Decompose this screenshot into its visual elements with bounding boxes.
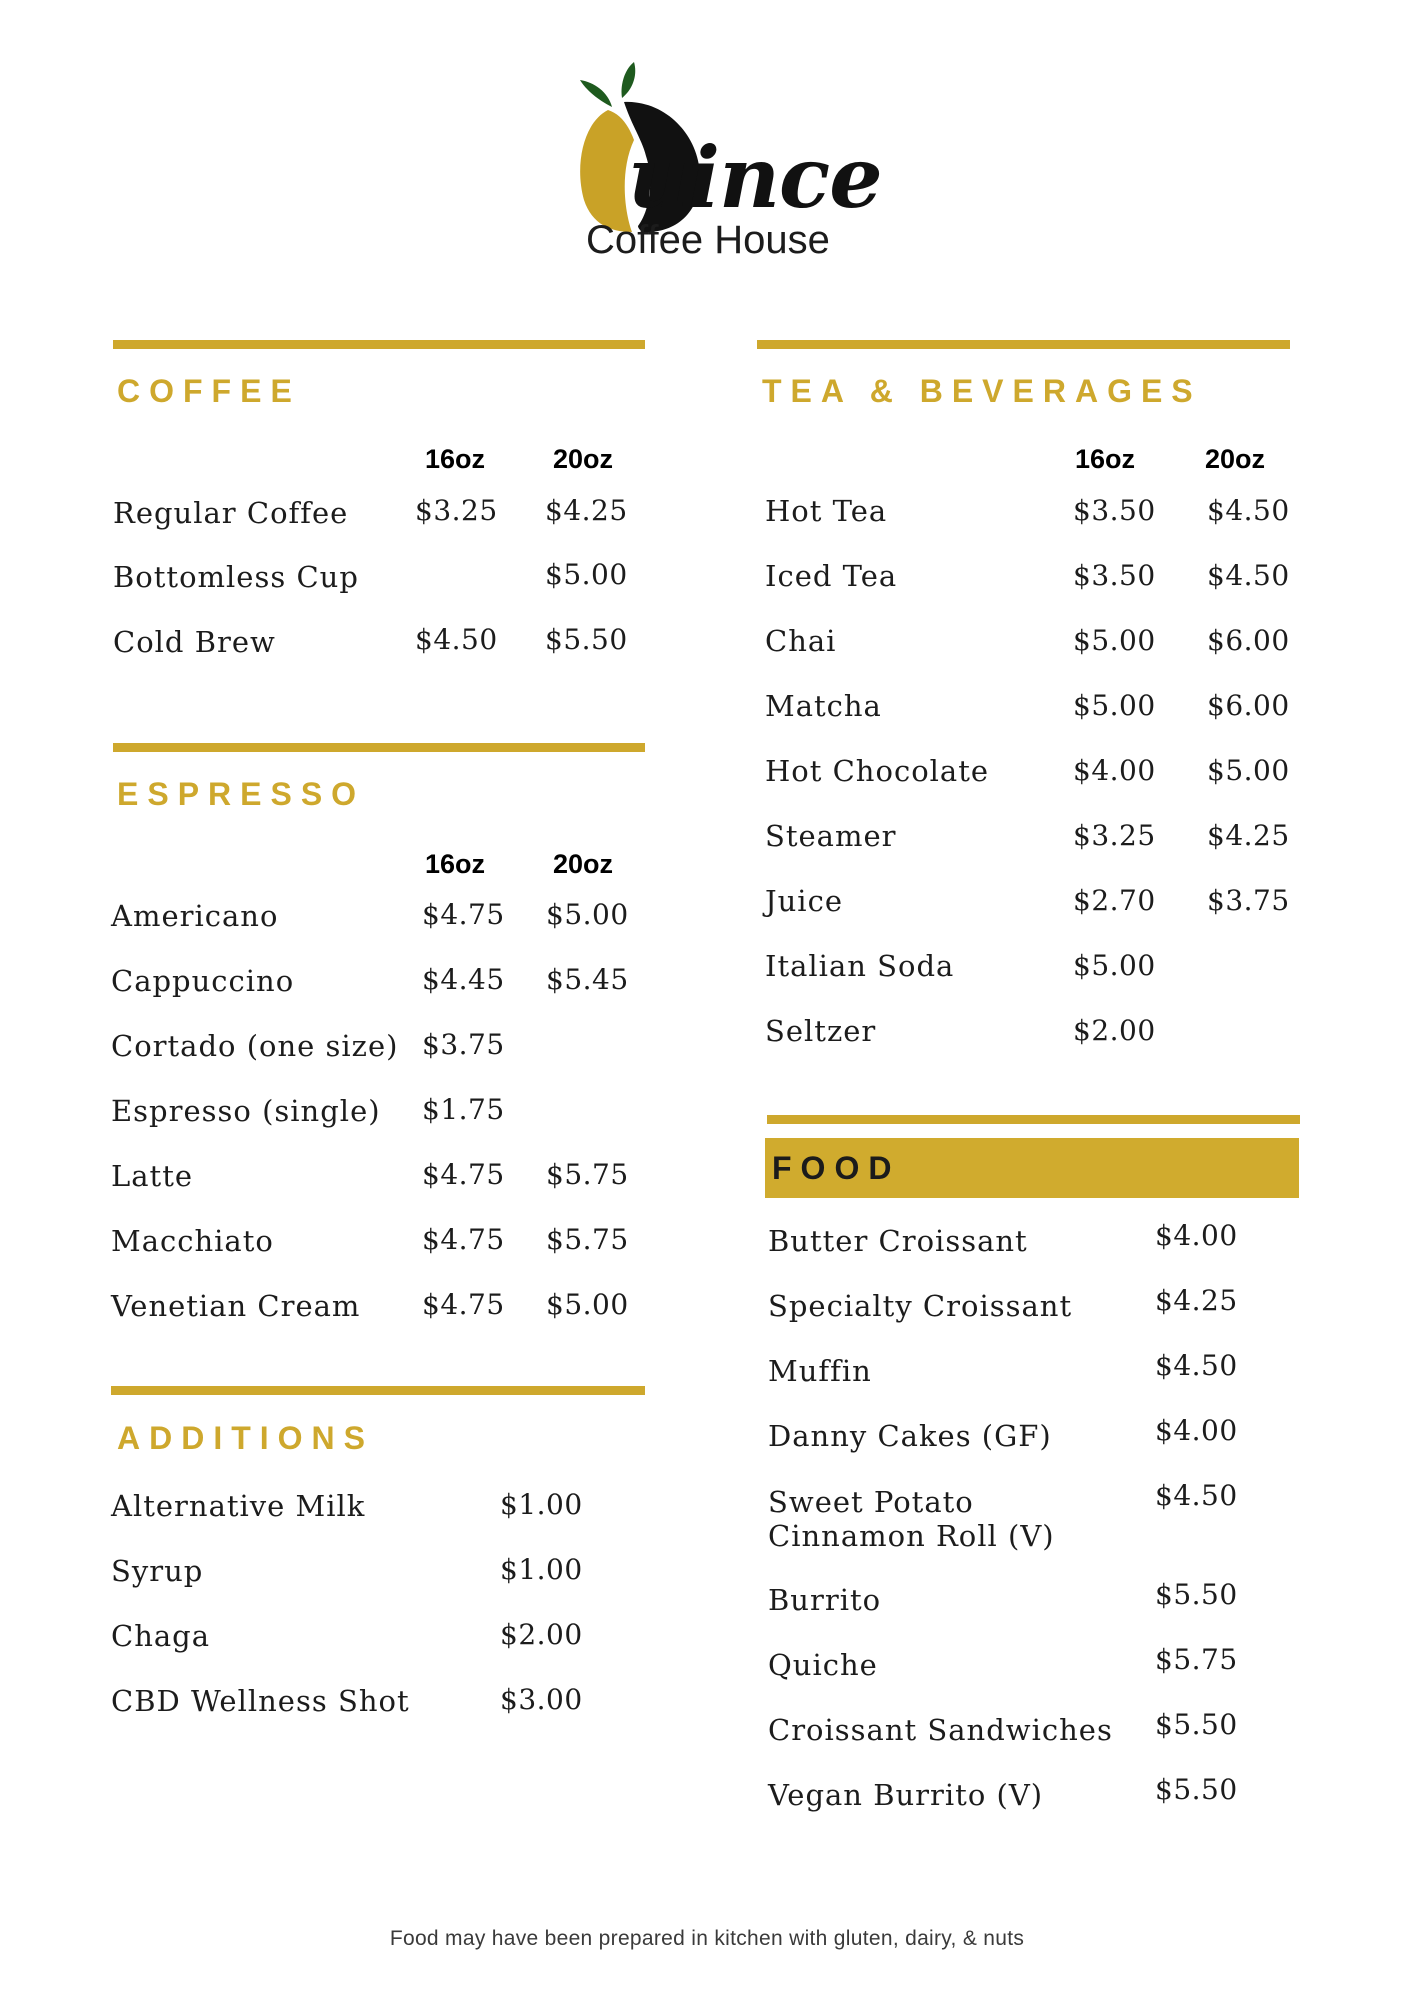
menu-item-name: Syrup [111,1554,204,1588]
menu-item-price-20: $6.00 [1207,689,1290,722]
menu-item-price-20: $5.00 [545,558,628,591]
menu-item-name: Macchiato [111,1224,274,1258]
menu-item-price: $1.00 [500,1553,583,1586]
menu-item-name: Italian Soda [765,949,955,983]
menu-item-name: Steamer [765,819,897,853]
menu-item-price: $5.50 [1155,1578,1238,1611]
menu-item-name: Specialty Croissant [768,1289,1073,1323]
coffee-heading: COFFEE [117,373,301,409]
menu-item-price: $5.50 [1155,1708,1238,1741]
menu-item-name: Burrito [768,1583,882,1617]
additions-heading: ADDITIONS [117,1420,374,1456]
menu-item-price-20: $3.75 [1207,884,1290,917]
menu-item-name: Latte [111,1159,194,1193]
leaf-right-icon [622,62,636,98]
menu-item-name: Alternative Milk [111,1489,366,1523]
menu-item-name: Matcha [765,689,882,723]
coffee-rule [113,340,645,349]
tea-heading: TEA & BEVERAGES [762,373,1202,409]
brand-subtitle: Coffee House [586,218,830,262]
menu-item-name: Croissant Sandwiches [768,1713,1113,1747]
menu-item-price-20: $4.25 [545,494,628,527]
menu-item-name: Sweet Potato Cinnamon Roll (V) [768,1485,1055,1553]
menu-item-price: $1.00 [500,1488,583,1521]
menu-item-price-20: $5.75 [546,1223,629,1256]
menu-item-price-16: $1.75 [422,1093,505,1126]
espresso-size-20: 20oz [553,849,614,879]
menu-item-price: $4.50 [1155,1479,1238,1512]
menu-item-price-16: $3.25 [1073,819,1156,852]
menu-item-name: Chaga [111,1619,211,1653]
menu-item-price-16: $5.00 [1073,689,1156,722]
espresso-heading: ESPRESSO [117,776,366,812]
allergen-footnote: Food may have been prepared in kitchen with gluten, dairy, & nuts [389,1927,1025,1950]
coffee-size-16: 16oz [425,444,486,474]
menu-item-name: Quiche [768,1648,878,1682]
menu-item-price-16: $3.50 [1073,559,1156,592]
menu-item-price-20: $4.50 [1207,494,1290,527]
tea-rule [757,340,1290,349]
menu-item-price: $2.00 [500,1618,583,1651]
menu-item-price-16: $3.75 [422,1028,505,1061]
menu-item-name: Cortado (one size) [111,1029,399,1063]
espresso-rule [113,743,645,752]
menu-item-price-16: $4.75 [422,1288,505,1321]
menu-item-price-16: $4.75 [422,1223,505,1256]
menu-item-price-20: $5.00 [1207,754,1290,787]
menu-item-name: Cold Brew [113,625,276,659]
menu-item-name: Hot Chocolate [765,754,990,788]
menu-item-price-16: $4.75 [422,1158,505,1191]
menu-item-price-20: $5.00 [546,1288,629,1321]
menu-item-price-16: $5.00 [1073,624,1156,657]
menu-item-price: $5.50 [1155,1773,1238,1806]
tea-size-20: 20oz [1205,444,1266,474]
menu-item-name: Cappuccino [111,964,295,998]
menu-item-price-20: $5.45 [546,963,629,996]
menu-item-name: CBD Wellness Shot [111,1684,410,1718]
menu-item-name: Bottomless Cup [113,560,359,594]
menu-item-price-20: $6.00 [1207,624,1290,657]
menu-item-name: Muffin [768,1354,872,1388]
menu-item-price: $5.75 [1155,1643,1238,1676]
menu-item-name: Espresso (single) [111,1094,381,1128]
menu-item-price-16: $4.45 [422,963,505,996]
menu-item-name: Hot Tea [765,494,888,528]
food-heading: FOOD [772,1150,901,1186]
menu-item-price-20: $5.00 [546,898,629,931]
espresso-size-16: 16oz [425,849,486,879]
bean-gold-half [580,110,634,232]
menu-item-price-16: $4.00 [1073,754,1156,787]
menu-item-price-20: $4.25 [1207,819,1290,852]
menu-item-price: $4.25 [1155,1284,1238,1317]
menu-item-name: Americano [111,899,279,933]
menu-item-name: Iced Tea [765,559,898,593]
menu-item-price-16: $4.75 [422,898,505,931]
menu-item-price-16: $5.00 [1073,949,1156,982]
menu-item-price: $4.00 [1155,1219,1238,1252]
menu-item-price-16: $2.00 [1073,1014,1156,1047]
menu-item-price: $4.00 [1155,1414,1238,1447]
menu-item-price-16: $3.25 [415,494,498,527]
leaf-left-icon [580,80,612,107]
additions-rule [111,1386,645,1395]
menu-item-price-16: $4.50 [415,623,498,656]
menu-item-name: Seltzer [765,1014,877,1048]
menu-item-name: Regular Coffee [113,496,349,530]
menu-item-name: Juice [765,884,843,918]
tea-size-16: 16oz [1075,444,1136,474]
menu-item-price: $4.50 [1155,1349,1238,1382]
food-rule [767,1115,1300,1124]
menu-item-price-20: $4.50 [1207,559,1290,592]
menu-item-name: Danny Cakes (GF) [768,1419,1052,1453]
menu-item-name: Venetian Cream [111,1289,361,1323]
menu-item-price-16: $2.70 [1073,884,1156,917]
menu-item-name: Butter Croissant [768,1224,1028,1258]
brand-wordmark: uince [628,128,882,227]
menu-item-price-20: $5.75 [546,1158,629,1191]
coffee-size-20: 20oz [553,444,614,474]
menu-item-name: Vegan Burrito (V) [768,1778,1044,1812]
menu-item-price-16: $3.50 [1073,494,1156,527]
menu-item-name: Chai [765,624,837,658]
menu-item-price-20: $5.50 [545,623,628,656]
menu-item-price: $3.00 [500,1683,583,1716]
